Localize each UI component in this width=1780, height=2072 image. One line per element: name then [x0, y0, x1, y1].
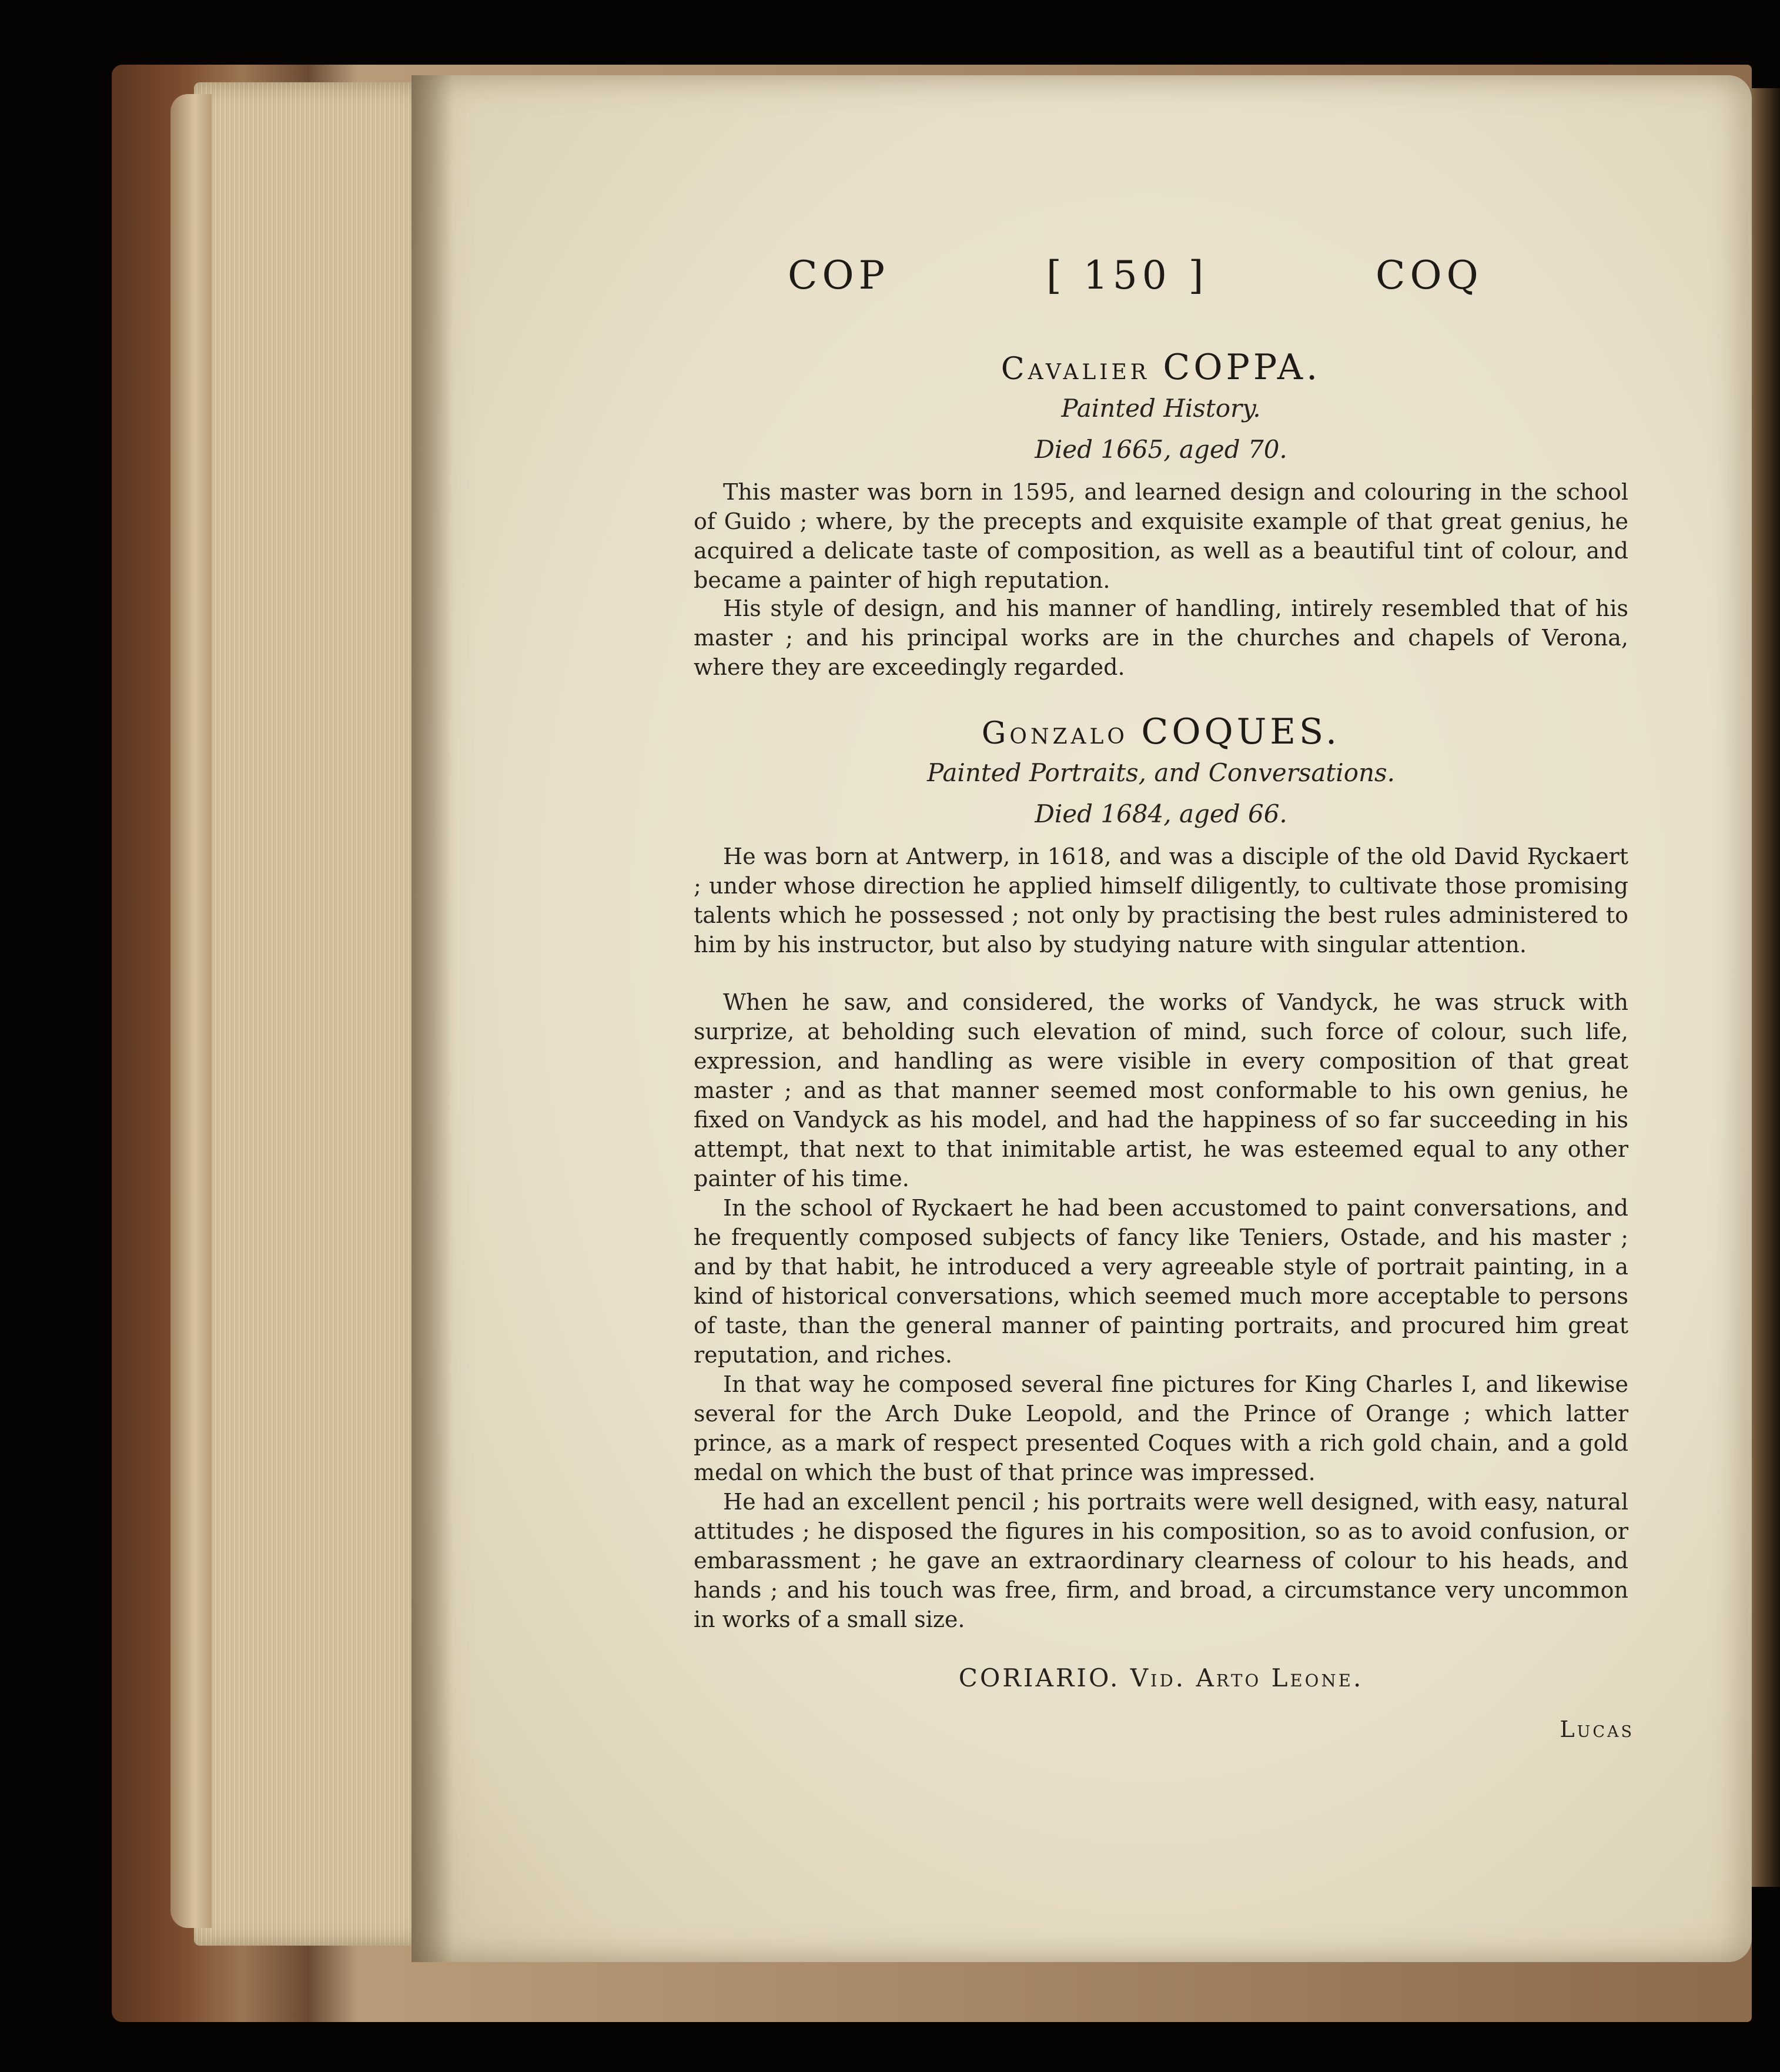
running-head	[788, 253, 1523, 306]
spine-edge	[170, 94, 212, 1928]
paragraph: He had an excellent pencil ; his portraits were well designed, with easy, natural attitudes ; he disposed the figures in his composition, so as to avoid confusion, or embarassment ; he gave an extraordinary clearness of colour to his heads, and hands ; and his touch was free, firm, and broad, a circumstance very uncommon in works of a small size.	[694, 1489, 1628, 1632]
entry-title-name: COPPA.	[1163, 347, 1321, 388]
catchword: Lucas	[1560, 1716, 1634, 1742]
entry-specialty: Painted History.	[1061, 394, 1261, 423]
entry-title-name: COQUES.	[1141, 711, 1341, 752]
running-head-left: COP	[788, 253, 890, 298]
entry-title-coques	[694, 711, 1628, 752]
entry-title-coppa	[694, 347, 1628, 388]
paragraph: His style of design, and his manner of handling, intirely resembled that of his master ; and his principal works are in the churches and chapels of Verona, where they are exceedingly regarded.	[694, 595, 1628, 680]
paragraph: When he saw, and considered, the works of Vandyck, he was struck with surprize, at beholding such elevation of mind, such force of colour, such life, expression, and handling as were visible in every composition of that great master ; and as that manner seemed most conformable to his own genius, he fixed on Vandyck as his model, and had the happiness of so far succeeding in his attempt, that next to that inimitable artist, he was esteemed equal to any other painter of his time.	[694, 989, 1628, 1191]
entry-died: Died 1665, aged 70.	[1035, 435, 1287, 464]
cross-reference-vid: Vid.	[1130, 1663, 1186, 1692]
page-gutter-shadow	[411, 75, 453, 1962]
paragraph: This master was born in 1595, and learned design and colouring in the school of Guido ; where, by the precepts and exquisite example of that great genius, he acquired a delicate taste of composition, as well as a beautiful tint of colour, and became a painter of high reputation.	[694, 479, 1628, 593]
entry-died: Died 1684, aged 66.	[1035, 799, 1287, 828]
cross-reference	[694, 1663, 1628, 1692]
paragraph: In that way he composed several fine pictures for King Charles I, and likewise several for the Arch Duke Leopold, and the Prince of Orange ; which latter prince, as a mark of respect presented Coques with a rich gold chain, and a gold medal on which the bust of that prince was impressed.	[694, 1371, 1628, 1485]
entry-title-prefix: Cavalier	[1001, 352, 1150, 387]
cross-reference-name: CORIARIO.	[958, 1663, 1120, 1692]
paragraph: He was born at Antwerp, in 1618, and was a disciple of the old David Ryckaert ; under whose direction he applied himself diligently, to cultivate those promising talents which he possessed ; not only by practising the best rules administered to him by his instructor, but also by studying nature with singular attention.	[694, 843, 1628, 958]
paragraph: In the school of Ryckaert he had been accustomed to paint conversations, and he frequently composed subjects of fancy like Teniers, Ostade, and his master ; and by that habit, he introduced a very agreeable style of portrait painting, in a kind of historical conversations, which seemed much more acceptable to persons of taste, than the general manner of painting portraits, and procured him great reputation, and riches.	[694, 1195, 1628, 1368]
entry-title-prefix: Gonzalo	[981, 716, 1128, 751]
cross-reference-target: Arto Leone.	[1196, 1663, 1364, 1692]
page-number: [ 150 ]	[1046, 253, 1209, 298]
entry-specialty: Painted Portraits, and Conversations.	[927, 758, 1395, 787]
page-edges	[194, 82, 441, 1946]
running-head-right: COQ	[1376, 253, 1483, 298]
